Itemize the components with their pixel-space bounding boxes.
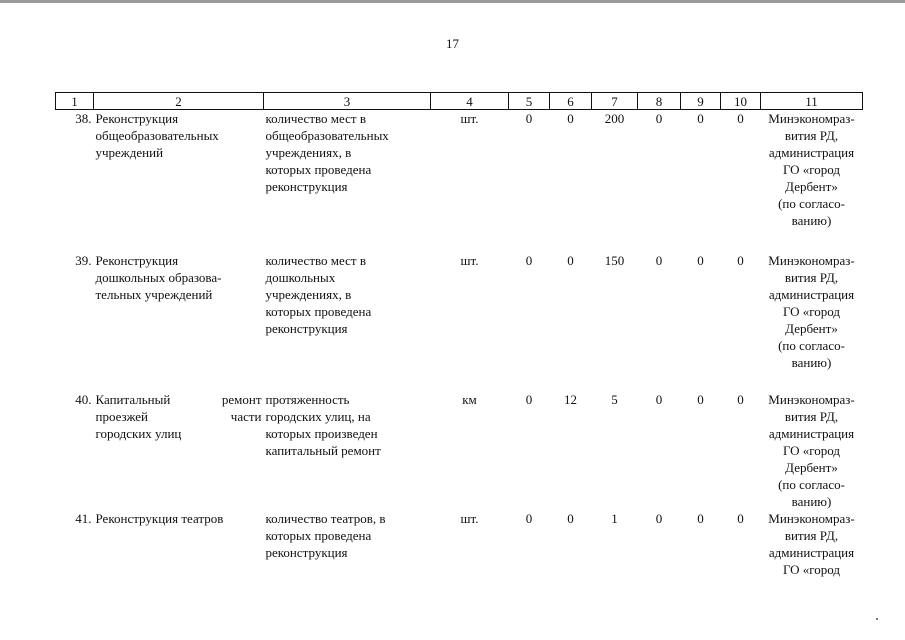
value-col-6: 0 [567, 252, 574, 268]
header-cell-3: 3 [264, 93, 431, 110]
value-col-8: 0 [655, 252, 663, 268]
indicator-line: учреждениях, в [265, 145, 352, 160]
indicator-line: которых произведен [265, 425, 378, 441]
responsible-line: ГО «город [782, 442, 841, 458]
indicator-line: количество театров, в [265, 510, 386, 526]
responsible-line: вития РД, [784, 269, 839, 285]
value-col-7: 5 [611, 391, 618, 407]
value-col-6: 0 [567, 111, 574, 126]
responsible-cell [761, 110, 863, 252]
indicator-line: количество мест в [265, 111, 366, 126]
responsible-line: администрация [768, 145, 855, 160]
value-col-10: 0 [737, 391, 744, 407]
measure-name [94, 252, 264, 391]
header-row [56, 93, 863, 110]
row-number: 39. [75, 252, 92, 268]
measure-name-line: Реконструкция театров [95, 510, 224, 526]
row-number: 41. [75, 510, 92, 526]
value-col-5: 0 [525, 111, 533, 126]
indicator-line: общеобразовательных [265, 128, 389, 143]
header-cell-4: 4 [431, 93, 509, 110]
unit-cell: шт. [460, 510, 479, 526]
responsible-line: Минэкономраз- [768, 510, 855, 526]
responsible-line: Минэкономраз- [768, 391, 855, 407]
value-col-7: 200 [604, 111, 625, 126]
indicator-line: капитальный ремонт [265, 442, 381, 458]
indicator-line: городских улиц, на [265, 408, 371, 424]
responsible-line: (по согласо- [778, 476, 845, 492]
indicator-line: которых проведена [265, 303, 372, 319]
indicator-line: количество мест в [265, 252, 366, 268]
program-table [55, 92, 863, 578]
unit-cell: шт. [460, 111, 479, 126]
measure-name-line: проезжей части [95, 408, 262, 424]
measure-name-line: Реконструкция [95, 111, 179, 126]
responsible-line: администрация [768, 544, 855, 560]
value-col-7: 150 [604, 252, 625, 268]
value-col-8: 0 [655, 111, 663, 126]
header-cell-6: 6 [550, 93, 592, 110]
value-col-8: 0 [655, 391, 663, 407]
value-col-5: 0 [525, 252, 533, 268]
responsible-cell [761, 510, 863, 578]
indicator-line: протяженность [265, 391, 350, 407]
responsible-line: ванию) [791, 213, 832, 228]
measure-name [94, 110, 264, 252]
table-row-40 [56, 391, 863, 510]
value-col-9: 0 [697, 252, 704, 268]
page-number: 17 [446, 36, 459, 51]
indicator-line: дошкольных [265, 269, 336, 285]
unit-cell: км [462, 391, 477, 407]
row-number: 40. [75, 391, 92, 407]
value-col-6: 12 [564, 391, 577, 407]
responsible-line: Дербент» [785, 459, 838, 475]
responsible-line: вития РД, [784, 408, 839, 424]
value-col-8: 0 [655, 510, 663, 526]
responsible-line: ГО «город [782, 561, 841, 577]
value-col-5: 0 [525, 510, 533, 526]
responsible-line: ГО «город [782, 303, 841, 319]
measure-name-line: учреждений [95, 145, 164, 160]
header-cell-7: 7 [592, 93, 638, 110]
header-cell-8: 8 [638, 93, 681, 110]
table-header [56, 93, 863, 110]
value-col-7: 1 [611, 510, 618, 526]
indicator-text [264, 110, 431, 252]
indicator-line: реконструкция [265, 179, 348, 194]
header-cell-10: 10 [721, 93, 761, 110]
indicator-line: которых проведена [265, 162, 372, 177]
measure-name [94, 391, 264, 510]
unit-cell: шт. [460, 252, 479, 268]
responsible-line: ванию) [791, 493, 832, 509]
responsible-line: ванию) [791, 354, 832, 370]
measure-name [94, 510, 264, 578]
value-col-6: 0 [567, 510, 574, 526]
measure-name-line: городских улиц [95, 425, 182, 441]
measure-name-line: общеобразовательных [95, 128, 219, 143]
header-cell-2: 2 [94, 93, 264, 110]
responsible-line: администрация [768, 286, 855, 302]
header-cell-5: 5 [509, 93, 550, 110]
header-cell-11: 11 [761, 93, 863, 110]
responsible-line: Дербент» [785, 320, 838, 336]
value-col-10: 0 [737, 111, 744, 126]
header-cell-1: 1 [56, 93, 94, 110]
table-row-38 [56, 110, 863, 252]
responsible-line: Минэкономраз- [768, 252, 855, 268]
responsible-cell [761, 391, 863, 510]
value-col-10: 0 [737, 252, 744, 268]
top-border-line [0, 0, 905, 3]
responsible-line: вития РД, [784, 128, 839, 143]
value-col-9: 0 [697, 111, 704, 126]
responsible-line: Дербент» [785, 179, 838, 194]
header-cell-9: 9 [681, 93, 721, 110]
measure-name-line: Реконструкция [95, 252, 179, 268]
responsible-line: вития РД, [784, 527, 839, 543]
indicator-text [264, 252, 431, 391]
table-row-41 [56, 510, 863, 578]
value-col-9: 0 [697, 391, 704, 407]
measure-name-line: дошкольных образова- [95, 269, 222, 285]
row-number: 38. [75, 111, 92, 126]
scan-speck [876, 618, 878, 620]
indicator-line: реконструкция [265, 544, 348, 560]
responsible-line: (по согласо- [778, 196, 845, 211]
value-col-10: 0 [737, 510, 744, 526]
measure-name-line: Капитальный ремонт [95, 391, 262, 407]
responsible-line: ГО «город [782, 162, 841, 177]
table-row-39 [56, 252, 863, 391]
value-col-9: 0 [697, 510, 704, 526]
responsible-line: администрация [768, 425, 855, 441]
responsible-cell [761, 252, 863, 391]
indicator-text [264, 391, 431, 510]
indicator-line: реконструкция [265, 320, 348, 336]
measure-name-line: тельных учреждений [95, 286, 213, 302]
responsible-line: Минэкономраз- [768, 111, 855, 126]
value-col-5: 0 [525, 391, 533, 407]
indicator-text [264, 510, 431, 578]
indicator-line: которых проведена [265, 527, 372, 543]
responsible-line: (по согласо- [778, 337, 845, 353]
indicator-line: учреждениях, в [265, 286, 352, 302]
